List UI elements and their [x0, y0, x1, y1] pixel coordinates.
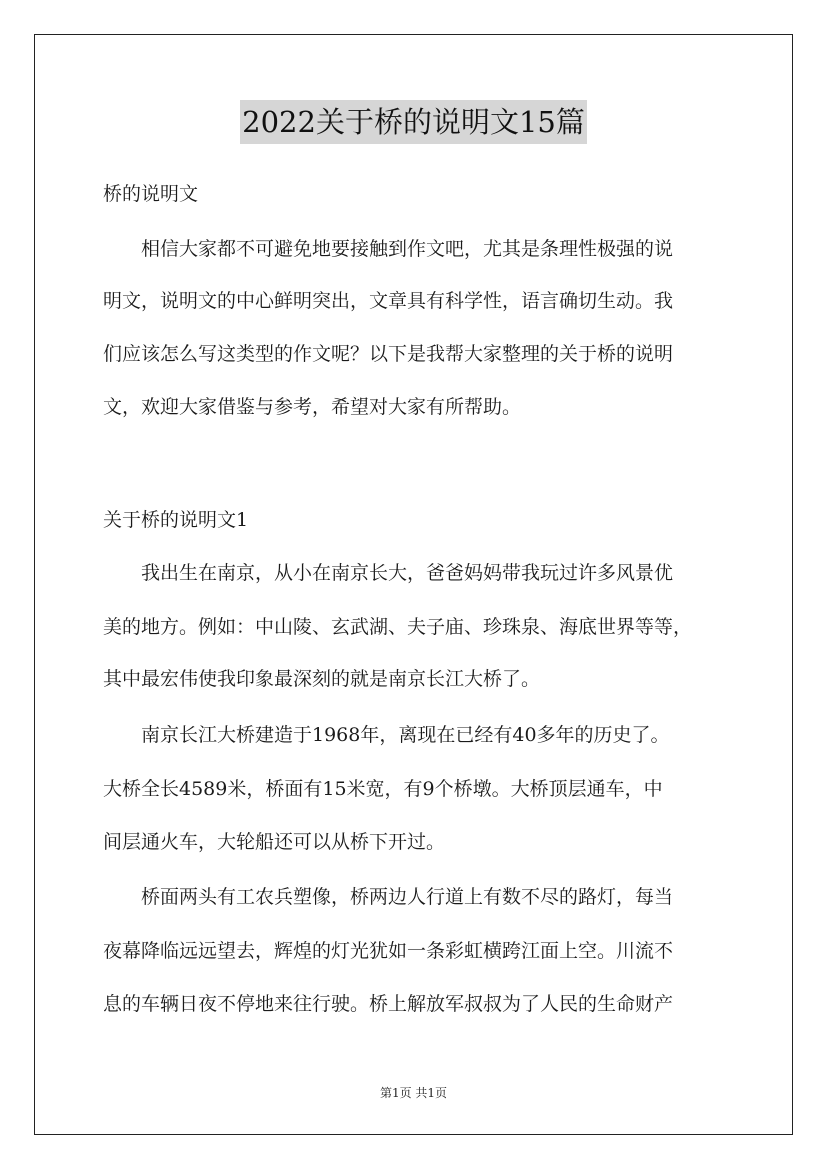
section1-heading: 关于桥的说明文1 [103, 509, 249, 531]
intro-line-1: 相信大家都不可避免地要接触到作文吧，尤其是条理性极强的说 [141, 238, 674, 260]
title-container [0, 100, 827, 144]
para1-line-2: 美的地方。例如：中山陵、玄武湖、夫子庙、珍珠泉、海底世界等等， [103, 616, 693, 638]
para3-line-1: 桥面两头有工农兵塑像，桥两边人行道上有数不尽的路灯，每当 [141, 886, 674, 908]
intro-line-4: 文，欢迎大家借鉴与参考，希望对大家有所帮助。 [103, 396, 522, 418]
intro-line-3: 们应该怎么写这类型的作文呢？以下是我帮大家整理的关于桥的说明 [103, 343, 674, 365]
para3-line-2: 夜幕降临远远望去，辉煌的灯光犹如一条彩虹横跨江面上空。川流不 [103, 940, 674, 962]
para2-line-1: 南京长江大桥建造于1968年，离现在已经有40多年的历史了。 [141, 724, 670, 746]
para3-line-3: 息的车辆日夜不停地来往行驶。桥上解放军叔叔为了人民的生命财产 [103, 993, 674, 1015]
para1-line-1: 我出生在南京，从小在南京长大，爸爸妈妈带我玩过许多风景优 [141, 562, 674, 584]
intro-line-2: 明文，说明文的中心鲜明突出，文章具有科学性，语言确切生动。我 [103, 290, 674, 312]
para2-line-3: 间层通火车，大轮船还可以从桥下开过。 [103, 831, 446, 853]
para2-line-2: 大桥全长4589米，桥面有15米宽，有9个桥墩。大桥顶层通车，中 [103, 778, 663, 800]
para1-line-3: 其中最宏伟使我印象最深刻的就是南京长江大桥了。 [103, 668, 541, 690]
document-title: 2022关于桥的说明文15篇 [240, 100, 587, 144]
page-number-footer: 第1页 共1页 [379, 1086, 448, 1100]
intro-heading: 桥的说明文 [103, 183, 199, 205]
